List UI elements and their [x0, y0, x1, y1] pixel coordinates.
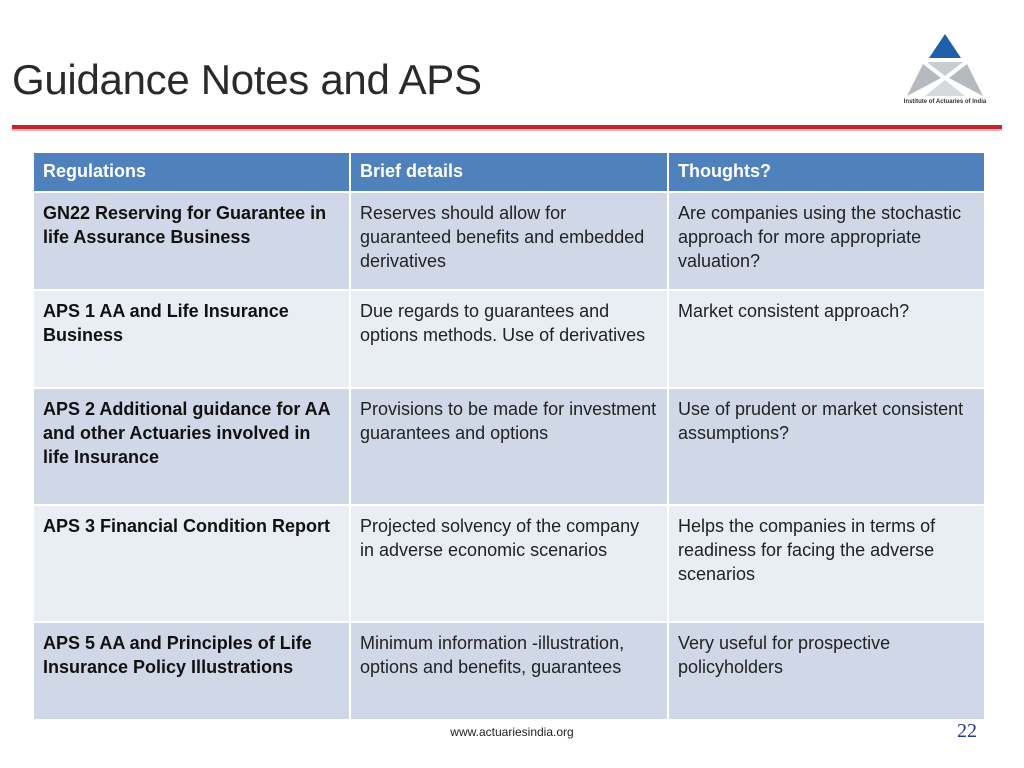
table-row — [33, 505, 985, 622]
regulation-cell: APS 2 Additional guidance for AA and other Actuaries involved in life Insurance — [33, 388, 350, 505]
thoughts-cell: Are companies using the stochastic approach for more appropriate valuation? — [668, 192, 985, 290]
details-cell: Minimum information -illustration, options and benefits, guarantees — [350, 622, 668, 720]
column-header-thoughts: Thoughts? — [668, 152, 985, 192]
footer-url: www.actuariesindia.org — [450, 725, 574, 739]
details-cell: Due regards to guarantees and options methods. Use of derivatives — [350, 290, 668, 388]
triangle-logo-icon — [895, 32, 995, 100]
thoughts-cell: Helps the companies in terms of readiness for facing the adverse scenarios — [668, 505, 985, 622]
table-row — [33, 192, 985, 290]
thoughts-cell: Very useful for prospective policyholders — [668, 622, 985, 720]
institute-logo — [895, 32, 995, 112]
regulations-table — [32, 151, 986, 721]
page-number: 22 — [957, 720, 977, 742]
details-cell: Reserves should allow for guaranteed benefits and embedded derivatives — [350, 192, 668, 290]
table-row — [33, 388, 985, 505]
regulation-cell: APS 5 AA and Principles of Life Insurance Policy Illustrations — [33, 622, 350, 720]
column-header-regulations: Regulations — [33, 152, 350, 192]
thoughts-cell: Market consistent approach? — [668, 290, 985, 388]
details-cell: Projected solvency of the company in adverse economic scenarios — [350, 505, 668, 622]
table-row — [33, 622, 985, 720]
thoughts-cell: Use of prudent or market consistent assumptions? — [668, 388, 985, 505]
table-row — [33, 290, 985, 388]
regulation-cell: GN22 Reserving for Guarantee in life Assurance Business — [33, 192, 350, 290]
table-header-row — [33, 152, 985, 192]
slide-title: Guidance Notes and APS — [12, 56, 482, 103]
title-divider-shadow — [12, 129, 1002, 131]
column-header-brief-details: Brief details — [350, 152, 668, 192]
logo-caption: Institute of Actuaries of India — [903, 99, 987, 105]
details-cell: Provisions to be made for investment guarantees and options — [350, 388, 668, 505]
regulation-cell: APS 3 Financial Condition Report — [33, 505, 350, 622]
regulation-cell: APS 1 AA and Life Insurance Business — [33, 290, 350, 388]
